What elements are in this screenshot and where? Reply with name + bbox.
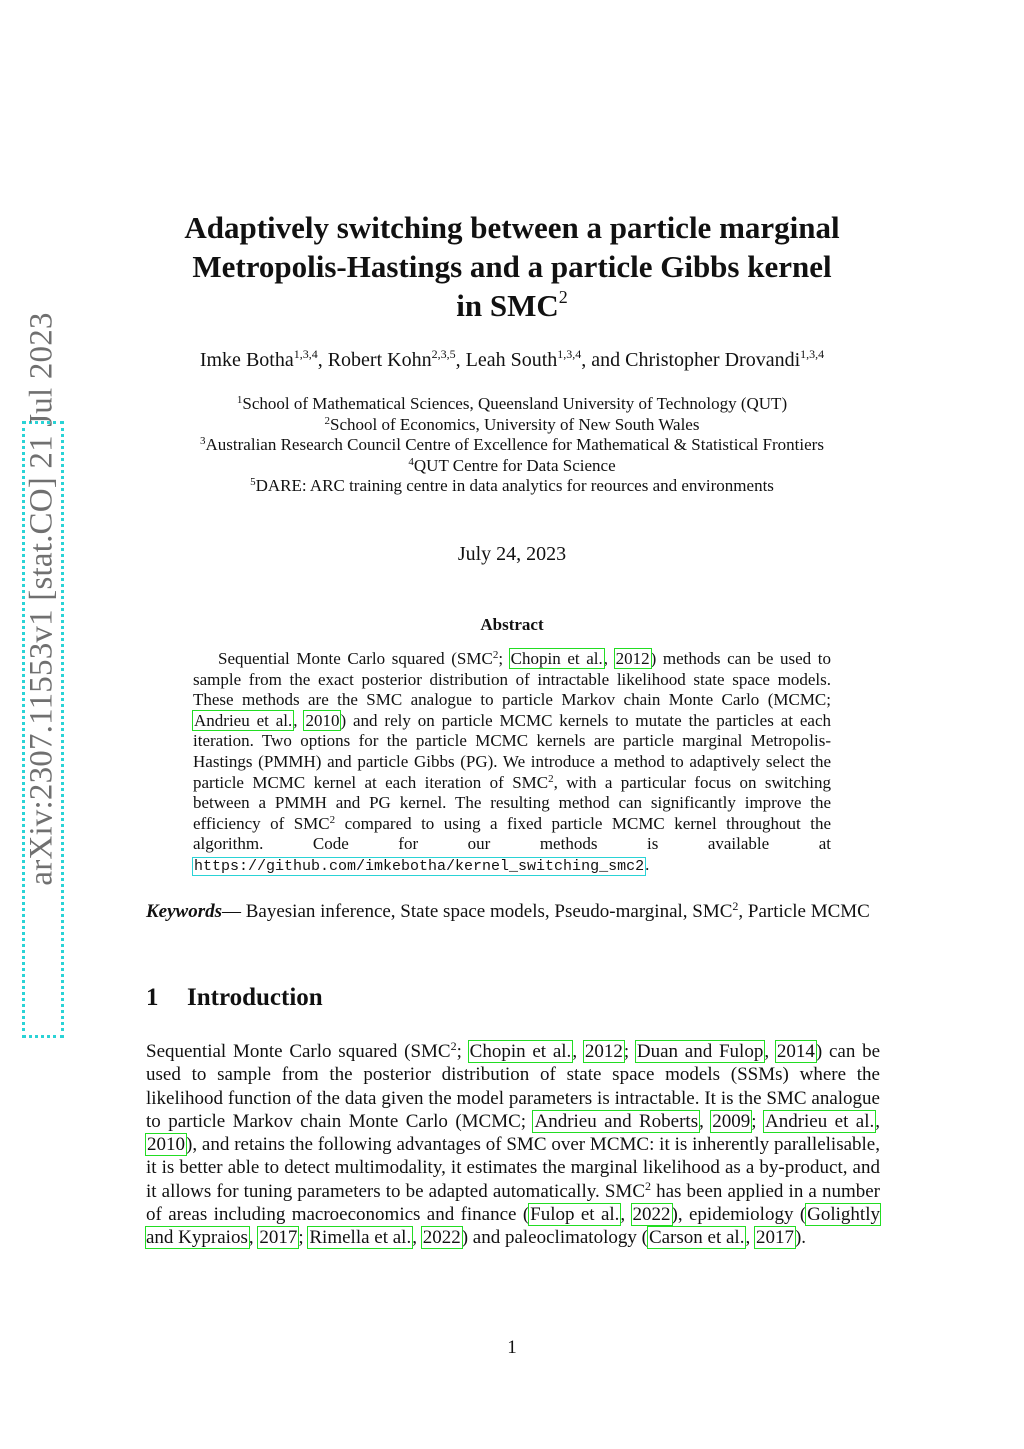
section-number: 1 — [146, 984, 159, 1011]
citation-link[interactable]: Chopin et al. — [469, 1041, 572, 1062]
citation-link[interactable]: 2017 — [259, 1227, 298, 1249]
section-heading-introduction — [146, 984, 880, 1012]
author-name: Imke Botha — [199, 349, 294, 371]
citation-link[interactable]: Andrieu et al. — [194, 710, 293, 730]
citation-link[interactable]: Carson et al. — [648, 1227, 745, 1249]
affiliation: $^1$School of Mathematical Sciences, Queensland University of Technology (QUT) — [236, 394, 788, 413]
citation-link[interactable]: Andrieu et al. — [764, 1110, 875, 1132]
citation-link[interactable]: 2012 — [584, 1041, 623, 1062]
author-name: Robert Kohn — [327, 349, 432, 371]
title-line: Adaptively switching between a particle marginal — [184, 210, 840, 245]
citation-link[interactable]: 2022 — [422, 1227, 461, 1249]
citation-link[interactable]: 2010 — [147, 1134, 185, 1156]
citation-link[interactable]: 2022 — [632, 1204, 671, 1226]
keywords-label: Keywords — [146, 901, 222, 922]
citation-link[interactable]: 2017 — [755, 1227, 794, 1249]
citation-link[interactable]: 2012 — [615, 649, 650, 668]
paper-title — [130, 208, 894, 325]
citation-link[interactable]: 2010 — [305, 710, 340, 730]
author-name: Leah South — [465, 349, 558, 371]
github-url-link[interactable]: https://github.com/imkebotha/kernel_switching_smc2 — [194, 857, 645, 875]
author-name: Christopher Drovandi — [625, 349, 801, 371]
author-affiliation: 1,3,4 — [800, 347, 825, 361]
author-affiliation: 1,3,4 — [293, 347, 318, 361]
introduction-paragraph: Sequential Monte Carlo squared (SMC$^2$; Chopin et al., 2012; Duan and Fulop, 2014) can be used to sample from the posterior distribution of state space models (SSMs) where the likelihood function of the data given the model parameters is intractable. It is the SMC analogue to particle Markov chain Monte Carlo (MCMC; Andrieu and Roberts, 2009; Andrieu et al., 2010), and retains the following advantages of SMC over MCMC: it is inherently parallelisable, it is better able to detect multimodality, it estimates the marginal likelihood as a by-product, and it allows for tuning parameters to be adapted automatically. SMC$^2$ has been applied in a number of areas including macroeconomics and finance (Fulop et al., 2022), epidemiology (Golightly and Kypraios, 2017; Rimella et al., 2022) and paleoclimatology (Carson et al., 2017). — [146, 1039, 881, 1249]
author-affiliation: 1,3,4 — [557, 347, 582, 361]
citation-link[interactable]: Golightly and Kypraios — [146, 1204, 880, 1249]
citation-link[interactable]: Fulop et al. — [530, 1204, 620, 1226]
author-affiliation: 2,3,5 — [431, 347, 456, 361]
publication-date: July 24, 2023 — [457, 543, 567, 565]
section-title: Introduction — [187, 984, 323, 1011]
affiliation: $^5$DARE: ARC training centre in data analytics for reources and environments — [250, 476, 774, 495]
page-number: 1 — [507, 1337, 517, 1358]
affiliation: $^2$School of Economics, University of New South Wales — [324, 414, 700, 434]
citation-link[interactable]: Duan and Fulop — [636, 1041, 764, 1062]
abstract-text: Sequential Monte Carlo squared (SMC$^2$; Chopin et al., 2012) methods can be used to sample from the exact posterior distribution of intractable likelihood state space models. These methods are the SMC analogue to particle Markov chain Monte Carlo (MCMC; Andrieu et al., 2010) and rely on particle MCMC kernels to mutate the particles at each iteration. Two options for the particle MCMC kernels are particle marginal Metropolis-Hastings (PMMH) and particle Gibbs (PG). We introduce a method to adaptively select the particle MCMC kernel at each iteration of SMC$^2$, with a particular focus on switching between a PMMH and PG kernel. The resulting method can significantly improve the efficiency of SMC$^2$ compared to using a fixed particle MCMC kernel throughout the algorithm. Code for our methods is available at https://github.com/imkebotha/kernel_switching_smc2. — [193, 649, 832, 875]
title-line: in SMC$^2$ — [456, 287, 568, 323]
citation-link[interactable]: Rimella et al. — [309, 1227, 412, 1249]
citation-link[interactable]: Andrieu and Roberts — [534, 1110, 699, 1132]
author-list: Imke Botha$^{1,3,4}$, Robert Kohn$^{2,3,5}$, Leah South$^{1,3,4}$, and Christopher Drovandi$^{1,3,4}$ — [199, 347, 825, 371]
keywords: Keywords— Bayesian inference, State space models, Pseudo-marginal, SMC$^2$, Particle MCMC — [146, 899, 870, 922]
citation-link[interactable]: Chopin et al. — [510, 649, 603, 668]
affiliation: $^4$QUT Centre for Data Science — [408, 455, 616, 475]
abstract-heading: Abstract — [480, 615, 544, 634]
title-line: Metropolis-Hastings and a particle Gibbs kernel — [192, 249, 832, 284]
affiliation-list — [110, 394, 914, 497]
citation-link[interactable]: 2009 — [712, 1110, 751, 1132]
arxiv-id[interactable]: arXiv:2307.11553v1 [stat.CO] 21 Jul 2023 — [23, 312, 60, 886]
affiliation: $^3$Australian Research Council Centre of Excellence for Mathematical & Statistical Frontiers — [200, 435, 824, 454]
citation-link[interactable]: 2014 — [776, 1041, 815, 1062]
